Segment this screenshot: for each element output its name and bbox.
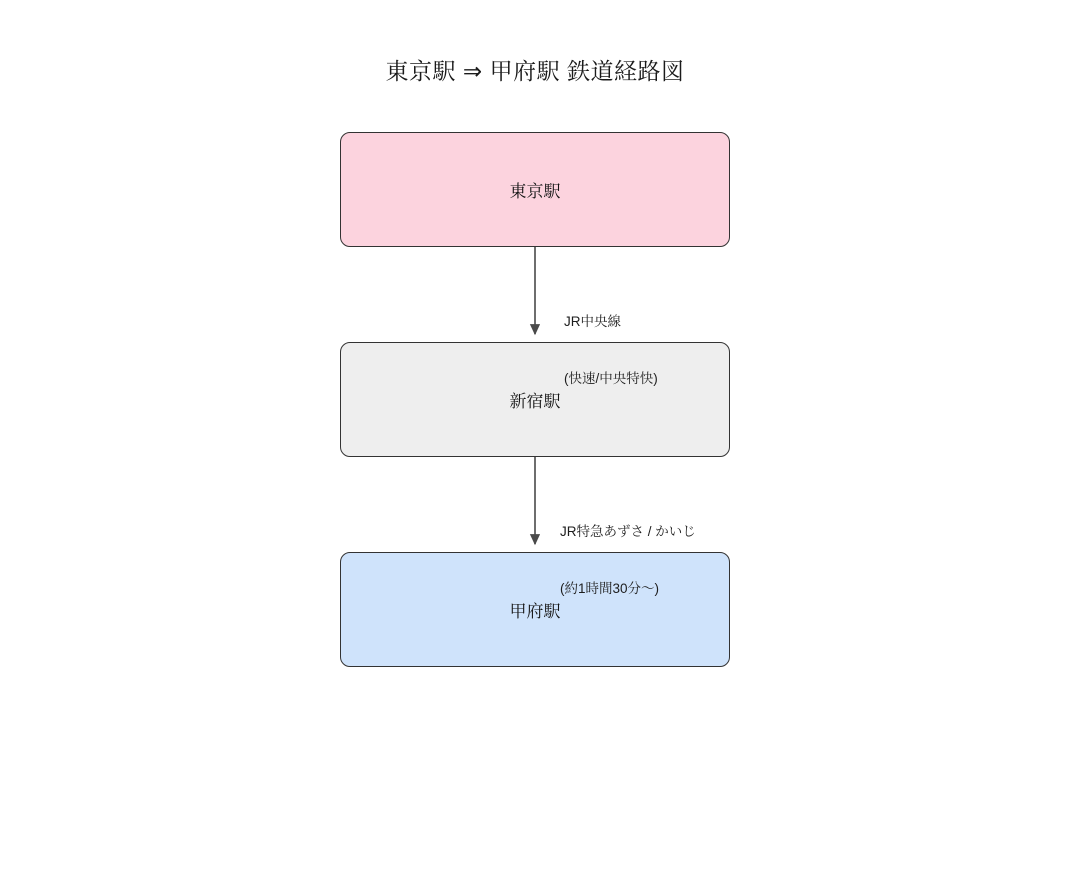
page-title: 東京駅 ⇒ 甲府駅 鉄道経路図	[385, 58, 685, 84]
edge-label-shinjuku-kofu	[560, 484, 696, 636]
node-shinjuku[interactable]	[340, 342, 730, 457]
node-shinjuku-label: 新宿駅	[509, 392, 561, 411]
edge-label-line-2: (快速/中央特快)	[564, 371, 658, 386]
node-tokyo-label: 東京駅	[509, 182, 561, 201]
node-kofu-label: 甲府駅	[509, 602, 561, 621]
edge-label-line-1: JR特急あずさ / かいじ	[560, 524, 696, 539]
edge-label-tokyo-shinjuku	[564, 274, 658, 426]
edge-label-line-1: JR中央線	[564, 314, 621, 329]
edge-label-line-2: (約1時間30分〜)	[560, 581, 660, 596]
node-tokyo[interactable]	[340, 132, 730, 247]
